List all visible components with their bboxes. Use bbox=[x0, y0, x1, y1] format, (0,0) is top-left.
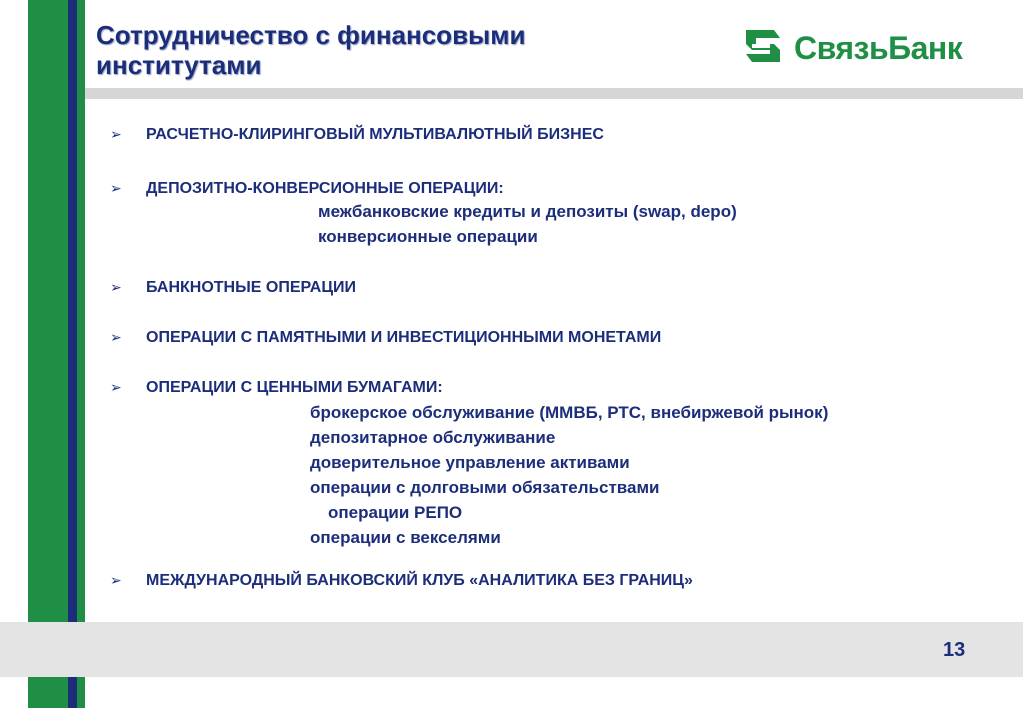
sub-item: операции с долговыми обязательствами bbox=[310, 478, 660, 497]
header-divider-band bbox=[85, 88, 1023, 99]
bullet-item bbox=[110, 327, 661, 348]
left-blue-stripe bbox=[68, 0, 77, 708]
sub-item: операции с векселями bbox=[310, 528, 501, 547]
sub-item: брокерское обслуживание (ММВБ, РТС, внебиржевой рынок) bbox=[310, 403, 829, 422]
bullet-label: МЕЖДУНАРОДНЫЙ БАНКОВСКИЙ КЛУБ «АНАЛИТИКА БЕЗ ГРАНИЦ» bbox=[146, 572, 693, 589]
arrow-bullet-icon: ➢ bbox=[110, 572, 122, 588]
arrow-bullet-icon: ➢ bbox=[110, 329, 122, 345]
bullet-label: БАНКНОТНЫЕ ОПЕРАЦИИ bbox=[146, 279, 356, 296]
bullet-item bbox=[110, 124, 604, 145]
sub-item: доверительное управление активами bbox=[310, 453, 630, 472]
sub-item: межбанковские кредиты и депозиты (swap, depo) bbox=[318, 202, 737, 221]
logo-text: СвязьБанк bbox=[794, 30, 963, 66]
arrow-bullet-icon: ➢ bbox=[110, 279, 122, 295]
sub-item: конверсионные операции bbox=[318, 227, 538, 246]
bullet-item bbox=[110, 377, 443, 398]
bank-logo bbox=[740, 24, 970, 70]
bullet-label: ДЕПОЗИТНО-КОНВЕРСИОННЫЕ ОПЕРАЦИИ: bbox=[146, 180, 504, 197]
footer-band bbox=[0, 622, 1023, 677]
bullet-label: ОПЕРАЦИИ С ПАМЯТНЫМИ И ИНВЕСТИЦИОННЫМИ МОНЕТАМИ bbox=[146, 329, 662, 346]
slide-title: Сотрудничество с финансовыми институтами bbox=[96, 20, 526, 80]
page-number: 13 bbox=[943, 639, 966, 661]
arrow-bullet-icon: ➢ bbox=[110, 379, 122, 395]
bullet-label: ОПЕРАЦИИ С ЦЕННЫМИ БУМАГАМИ: bbox=[146, 379, 443, 396]
left-green-stripe-inner bbox=[77, 0, 85, 708]
bullet-item bbox=[110, 570, 693, 591]
left-green-stripe bbox=[28, 0, 68, 708]
arrow-bullet-icon: ➢ bbox=[110, 126, 122, 142]
sub-item: депозитарное обслуживание bbox=[310, 428, 556, 447]
bullet-item bbox=[110, 178, 504, 199]
sub-item: операции РЕПО bbox=[328, 503, 463, 522]
bullet-label: РАСЧЕТНО-КЛИРИНГОВЫЙ МУЛЬТИВАЛЮТНЫЙ БИЗНЕС bbox=[146, 126, 604, 143]
arrow-bullet-icon: ➢ bbox=[110, 180, 122, 196]
svyazbank-s-logo-icon bbox=[740, 24, 786, 70]
bullet-item bbox=[110, 277, 356, 298]
